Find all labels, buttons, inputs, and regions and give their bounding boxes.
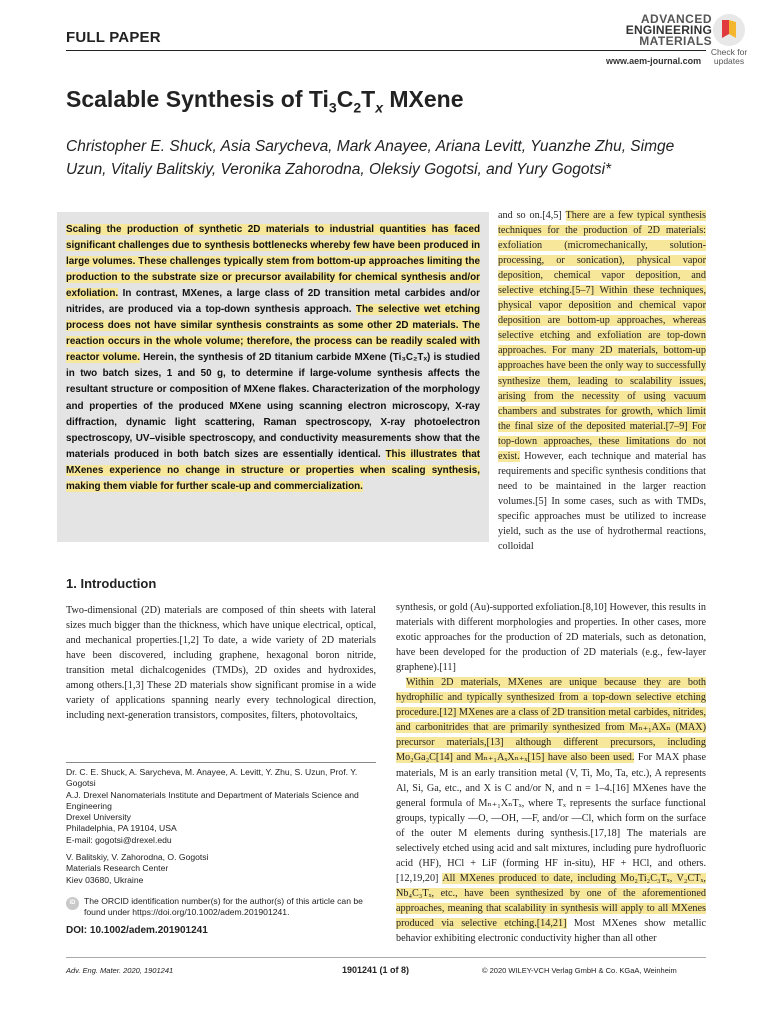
- affiliation-email[interactable]: E-mail: gogotsi@drexel.edu: [66, 834, 172, 845]
- introduction-text: Two-dimensional (2D) materials are composed of thin sheets with lateral sizes much bigger than the thickness, which have unique electrical, optical, and mechanical properties.[1,2] To date, a wide variety of 2D materials have been discovered, including graphene, hexagonal boron nitride, transition metal dichalcogenides (TMDs), 2D oxides and hydroxides, among others.[1,3] These 2D materials show significant promise in a wide variety of applications spanning nearly every technological direction, including next-generation transistors, composites, filters, photovoltaics,: [66, 605, 376, 722]
- affiliation-authors-2: V. Balitskiy, V. Zahorodna, O. Gogotsi: [66, 852, 209, 863]
- footer-citation: Adv. Eng. Mater. 2020, 1901241: [66, 966, 174, 975]
- affiliation-institute-2: Materials Research Center: [66, 863, 169, 874]
- orcid-note[interactable]: The ORCID identification number(s) for the author(s) of this article can be found under https://doi.org/10.1002/adem.201901241.: [84, 896, 363, 918]
- abstract-plain-1: In contrast, MXenes, a large class of 2D transition metal carbides and/or nitrides, are produced via a top-down synthesis approach.: [66, 288, 480, 316]
- journal-logo-line1: ADVANCED: [640, 12, 712, 26]
- right-paragraph-1: synthesis, or gold (Au)-supported exfoliation.[8,10] However, this results in materials with different morphologies and properties. In other cases, more exotic approaches for the production of 2D materials, such as detonation, have been developed for the production of 2D materials (e.g., few-layer graphene).[11]: [396, 602, 706, 674]
- journal-logo: [620, 14, 712, 47]
- right-column-top: [498, 208, 706, 554]
- abstract-plain-2: Herein, the synthesis of 2D titanium carbide MXene (Ti₃C₂Tₓ) is studied in two batch sizes, 1 and 50 g, to determine if large-volume synthesis affects the resultant structure or composition of MXene flakes. Characterization of the morphology and properties of the produced MXene using scanning electron microscopy, X-ray diffraction, dynamic light scattering, Raman spectroscopy, X-ray photoelectron spectroscopy, UV–visible spectroscopy, and conductivity measurements show that the materials produced in both batch sizes are essentially identical.: [66, 352, 480, 460]
- right-text-1: and so on.[4,5]: [498, 210, 566, 221]
- abstract-text: [66, 222, 480, 495]
- affiliation-rule: [66, 762, 376, 763]
- footer-page-number: 1901241 (1 of 8): [342, 965, 410, 975]
- journal-logo-line3: MATERIALS: [639, 34, 712, 48]
- affiliation-address-1: Philadelphia, PA 19104, USA: [66, 823, 177, 834]
- affiliation-university: Drexel University: [66, 812, 131, 823]
- check-updates-badge[interactable]: [704, 14, 754, 70]
- footer-copyright: © 2020 WILEY-VCH Verlag GmbH & Co. KGaA, Weinheim: [482, 966, 677, 975]
- footer-rule: [66, 957, 706, 958]
- abstract-highlight-3: This illustrates that MXenes experience no change in structure or properties when scaling synthesis, making them viable for further scale-up and commercialization.: [66, 448, 480, 492]
- affiliation-institute-1: A.J. Drexel Nanomaterials Institute and Department of Materials Science and Engineering: [66, 789, 359, 811]
- page-title: Scalable Synthesis of $Ti_3C_2T_x$ MXene: [66, 86, 464, 116]
- right-paragraph-2: [396, 675, 706, 946]
- doi-link[interactable]: DOI: 10.1002/adem.201901241: [66, 925, 208, 936]
- right-text-2: However, each technique and material has requirements and specific synthesis conditions that need to be maintained in the larger reaction volumes.[5] In some cases, such as with TMDs, specific approaches must be utilized to increase yield, such as the use of hydrothermal reactions, colloidal: [498, 450, 706, 553]
- check-updates-icon: [713, 14, 745, 46]
- affiliation-block: [66, 767, 382, 886]
- journal-logo-line2: ENGINEERING: [625, 23, 712, 37]
- right-highlight-2: Within 2D materials, MXenes are unique because they are both hydrophilic and typically synthesized from a top-down selective etching procedure.[12] MXenes are a class of 2D transition metal carbides, nitrides, and carbonitrides that are primarily synthesized from Mₙ₊₁AXₙ (MAX) precursor materials,[13] although different precursors, including Mo₂Ga₂C[14] and Mₙ₊₁AₓXₙ₊ₓ[15] have also been used.: [396, 677, 706, 764]
- right-column-bottom: [396, 600, 706, 946]
- journal-url[interactable]: www.aem-journal.com: [606, 56, 702, 66]
- section-label: FULL PAPER: [66, 29, 161, 46]
- orcid-icon: iD: [66, 897, 79, 910]
- author-list: Christopher E. Shuck, Asia Sarycheva, Mark Anayee, Ariana Levitt, Yuanzhe Zhu, Simge Uzun, Vitaliy Balitskiy, Veronika Zahorodna, Oleksiy Gogotsi, and Yury Gogotsi*: [66, 138, 675, 178]
- right-text-3: For MAX phase materials, M is an early transition metal (V, Ti, Mo, Ta, etc.), A represents Al, Si, Ga, etc., and X is C and/or N, and n = 1–4.[16] MXenes have the general formula of Mₙ₊₁XₙTₓ, where Tₓ represents the surface functional groups, typically —O, —OH, —F, and/or —Cl, which form on the surface of the outer M elements during synthesis.[17,18] The materials are selectively etched using acid and salt mixtures, including pure hydrofluoric acid (HF), HCl + LiF (forming HF in-situ), HF + HCl, and others.[12,19,20]: [396, 752, 707, 884]
- affiliation-address-2: Kiev 03680, Ukraine: [66, 874, 144, 885]
- check-updates-text: Check for updates: [710, 47, 748, 66]
- section-heading-introduction: 1. Introduction: [66, 576, 157, 591]
- affiliation-authors-1: Dr. C. E. Shuck, A. Sarycheva, M. Anayee, A. Levitt, Y. Zhu, S. Uzun, Prof. Y. Gogotsi: [66, 767, 358, 789]
- header-rule: [66, 50, 706, 51]
- right-text-4: Most MXenes show metallic behavior exhibiting electronic conductivity higher than all other: [396, 917, 706, 945]
- right-highlight-3: All MXenes produced to date, including Mo₂Ti₂C₃Tₓ, V₂CTₓ, Nb₄C₃Tₓ, etc., have been synthesized by one of the aforementioned approaches, meaning that scalability in synthesis will apply to all MXenes produced via selective etching.[14,21]: [396, 872, 706, 929]
- abstract-highlight-2: The selective wet etching process does not have similar synthesis constraints as some other 2D materials. The reaction occurs in the whole volume; therefore, the process can be readily scaled with reactor volume.: [66, 304, 480, 364]
- abstract-highlight-1: Scaling the production of synthetic 2D materials to industrial quantities has faced significant challenges due to synthesis bottlenecks whereby few have been produced in large volumes. These challenges typically stem from bottom-up approaches limiting the production to the substrate size or precursor availability for chemical synthesis and/or exfoliation.: [66, 224, 480, 300]
- right-highlight-1: There are a few typical synthesis techniques for the production of 2D materials: exfoliation (micromechanically, solution-processing, or sonication), physical vapor deposition, chemical vapor deposition, and selective etching.[5–7] Within these techniques, physical vapor deposition and chemical vapor deposition are bottom-up approaches, whereas selective etching and exfoliation are top-down approaches. For many 2D materials, bottom-up approaches have been the only way to successfully synthesize them, leading to scalability issues, arising from the necessity of using vacuum chambers and substrates for growth, which limit the final size of the deposited material.[7–9] For top-down approaches, these limitations do not exist.: [498, 210, 706, 462]
